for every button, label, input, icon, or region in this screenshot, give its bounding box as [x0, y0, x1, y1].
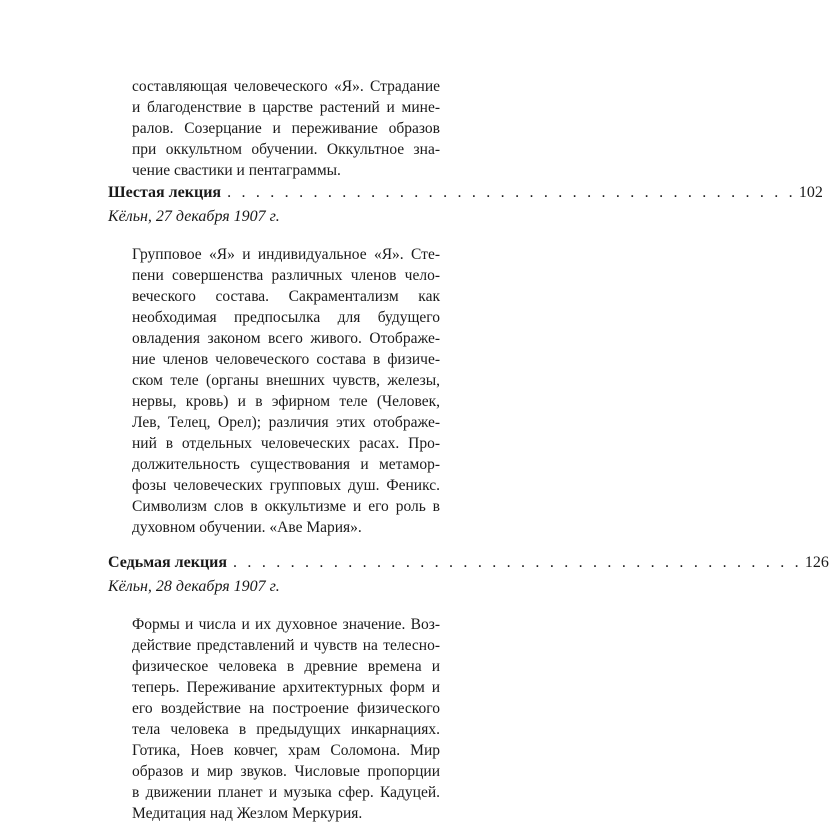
entry-title: Шестая лекция [108, 184, 222, 201]
abstract-line: ний в отдельных человеческих расах. Про- [132, 435, 440, 452]
abstract-line: действие представлений и чувств на телесно- [132, 637, 440, 654]
abstract-line: физическое человека в древние времена и [132, 658, 440, 675]
previous-lecture-abstract [132, 76, 440, 181]
entry-page-number: 102 [798, 184, 823, 201]
abstract-line: ралов. Созерцание и переживание образов [132, 120, 440, 137]
leader-dots: . . . . . . . . . . . . . . . . . . . . . . . . . . . . . . . . . . . . . . . . [233, 554, 802, 571]
seventh-lecture-abstract [132, 614, 440, 824]
abstract-line: Групповое «Я» и индивидуальное «Я». Сте- [132, 246, 440, 263]
abstract-line: его воздействие на построение физического [132, 700, 440, 717]
entry-place-date: Кёльн, 28 декабря 1907 г. [108, 578, 280, 595]
abstract-line: составляющая человеческого «Я». Страдание [132, 78, 440, 95]
abstract-line: веческого состава. Сакраментализм как [132, 288, 440, 305]
abstract-line: чение свастики и пентаграммы. [132, 162, 341, 179]
abstract-line: Готика, Ноев ковчег, храм Соломона. Мир [132, 742, 440, 759]
abstract-line: нервы, кровь) и в эфирном теле (Человек, [132, 393, 440, 410]
abstract-line: в движении планет и музыка сфер. Кадуцей. [132, 784, 440, 801]
entry-page-number: 126 [804, 554, 829, 571]
abstract-line: овладения законом всего живого. Отображе- [132, 330, 440, 347]
abstract-line: Медитация над Жезлом Меркурия. [132, 805, 363, 822]
abstract-line: при оккультном обучении. Оккультное зна- [132, 141, 440, 158]
entry-place-date: Кёльн, 27 декабря 1907 г. [108, 208, 280, 225]
sixth-lecture-abstract [132, 244, 440, 538]
abstract-line: необходимая предпосылка для будущего [132, 309, 440, 326]
abstract-line: ние членов человеческого состава в физиче- [132, 351, 440, 368]
abstract-line: Лев, Телец, Орел); различия этих отображе- [132, 414, 440, 431]
abstract-line: духовном обучении. «Аве Мария». [132, 519, 362, 536]
abstract-line: Символизм слов в оккультизме и его роль в [132, 498, 440, 515]
entry-title: Седьмая лекция [108, 554, 228, 571]
abstract-line: ском теле (органы внешних чувств, железы, [132, 372, 440, 389]
abstract-line: должительность существования и метамор- [132, 456, 440, 473]
toc-entry-sixth-lecture[interactable] [108, 182, 823, 203]
toc-entry-seventh-lecture[interactable] [108, 552, 829, 573]
abstract-line: образов и мир звуков. Числовые пропорции [132, 763, 440, 780]
leader-dots: . . . . . . . . . . . . . . . . . . . . . . . . . . . . . . . . . . . . . . . . [227, 184, 796, 201]
abstract-line: фозы человеческих групповых душ. Феникс. [132, 477, 440, 494]
abstract-line: Формы и числа и их духовное значение. Воз- [132, 616, 440, 633]
abstract-line: пени совершенства различных членов чело- [132, 267, 440, 284]
abstract-line: и благоденствие в царстве растений и мине- [132, 99, 440, 116]
abstract-line: тела человека в предыдущих инкарнациях. [132, 721, 440, 738]
abstract-line: теперь. Переживание архитектурных форм и [132, 679, 440, 696]
